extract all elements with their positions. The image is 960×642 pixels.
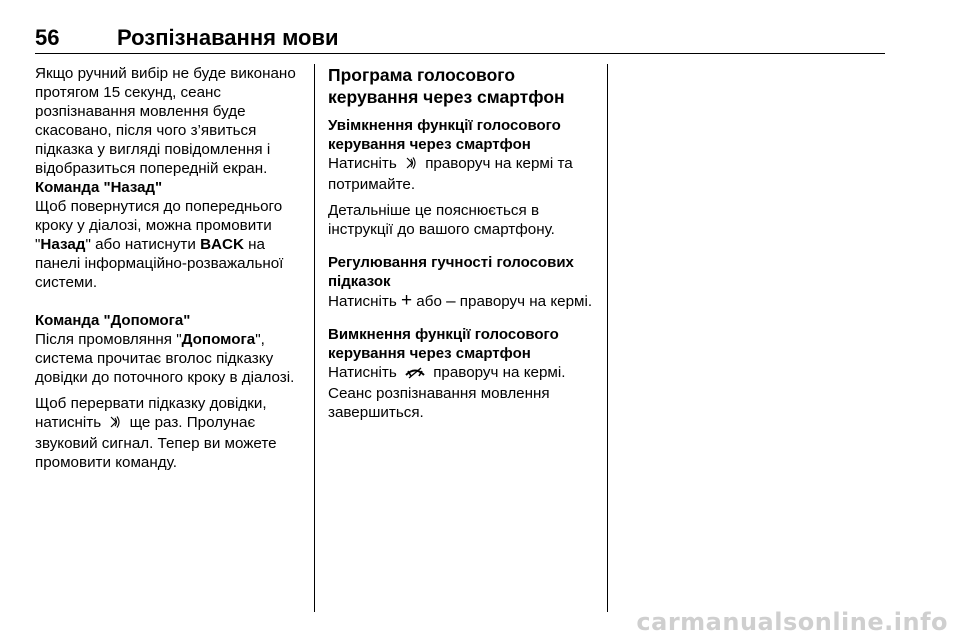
back-command-heading: Команда "Назад" <box>35 179 163 196</box>
help-command-paragraph <box>35 330 305 387</box>
text-run: " або натиснути <box>85 236 201 253</box>
back-command-paragraph <box>35 197 305 292</box>
page-number: 56 <box>35 25 60 50</box>
text-run: на панелі інформаційно-розважальної системи. <box>35 236 284 291</box>
minus-symbol: – <box>446 291 456 310</box>
plus-symbol: + <box>400 290 413 311</box>
back-button-label: BACK <box>200 236 244 253</box>
text-run: Натисніть <box>328 364 401 381</box>
text-run: праворуч на кермі. Сеанс розпізнавання мовлення завершиться. <box>328 364 566 421</box>
phone-hangup-icon <box>405 365 425 384</box>
text-run: праворуч на кермі та потримайте. <box>328 155 573 193</box>
text-run: або <box>412 293 447 310</box>
watermark: carmanualsonline.info <box>636 608 948 636</box>
volume-heading: Регулювання гучності голосових підказок <box>328 254 574 290</box>
column-divider-1 <box>314 64 315 612</box>
text-run: ", система прочитає вголос підказку довідки до поточного кроку в діалозі. <box>35 331 295 386</box>
back-keyword: Назад <box>40 236 86 253</box>
enable-heading: Увімкнення функції голосового керування через смартфон <box>328 117 561 153</box>
disable-heading: Вимкнення функції голосового керування через смартфон <box>328 326 559 362</box>
text-run: Щоб повернутися до попереднього кроку у діалозі, можна промовити " <box>35 198 283 253</box>
middle-column <box>328 64 596 422</box>
intro-paragraph: Якщо ручний вибір не буде виконано протягом 15 секунд, сеанс розпізнавання мовлення буде скасовано, після чого з’явиться підказка у вигляді повідомлення і відобразиться попередній екран. <box>35 65 296 177</box>
voice-control-icon <box>109 415 121 434</box>
volume-paragraph <box>328 291 596 311</box>
text-run: Щоб перервати підказку довідки, натисніть <box>35 395 267 431</box>
left-column <box>35 64 305 472</box>
help-interrupt-paragraph <box>35 394 305 472</box>
voice-control-icon <box>405 156 417 175</box>
page-header <box>35 26 885 54</box>
page-title: Розпізнавання мови <box>117 25 339 50</box>
text-run: Натисніть <box>328 293 401 310</box>
text-run: ще раз. Пролунає звуковий сигнал. Тепер ви можете промовити команду. <box>35 414 277 471</box>
enable-paragraph <box>328 154 596 194</box>
help-keyword: Допомога <box>181 331 256 348</box>
column-divider-2 <box>607 64 608 612</box>
enable-detail-paragraph: Детальніше це пояснюється в інструкції до вашого смартфону. <box>328 202 555 238</box>
text-run: Після промовляння " <box>35 331 182 348</box>
text-run: праворуч на кермі. <box>455 293 593 310</box>
section-title: Програма голосового керування через смартфон <box>328 65 565 107</box>
header-divider <box>35 53 885 54</box>
help-command-heading: Команда "Допомога" <box>35 312 191 329</box>
disable-paragraph <box>328 363 596 422</box>
text-run: Натисніть <box>328 155 401 172</box>
